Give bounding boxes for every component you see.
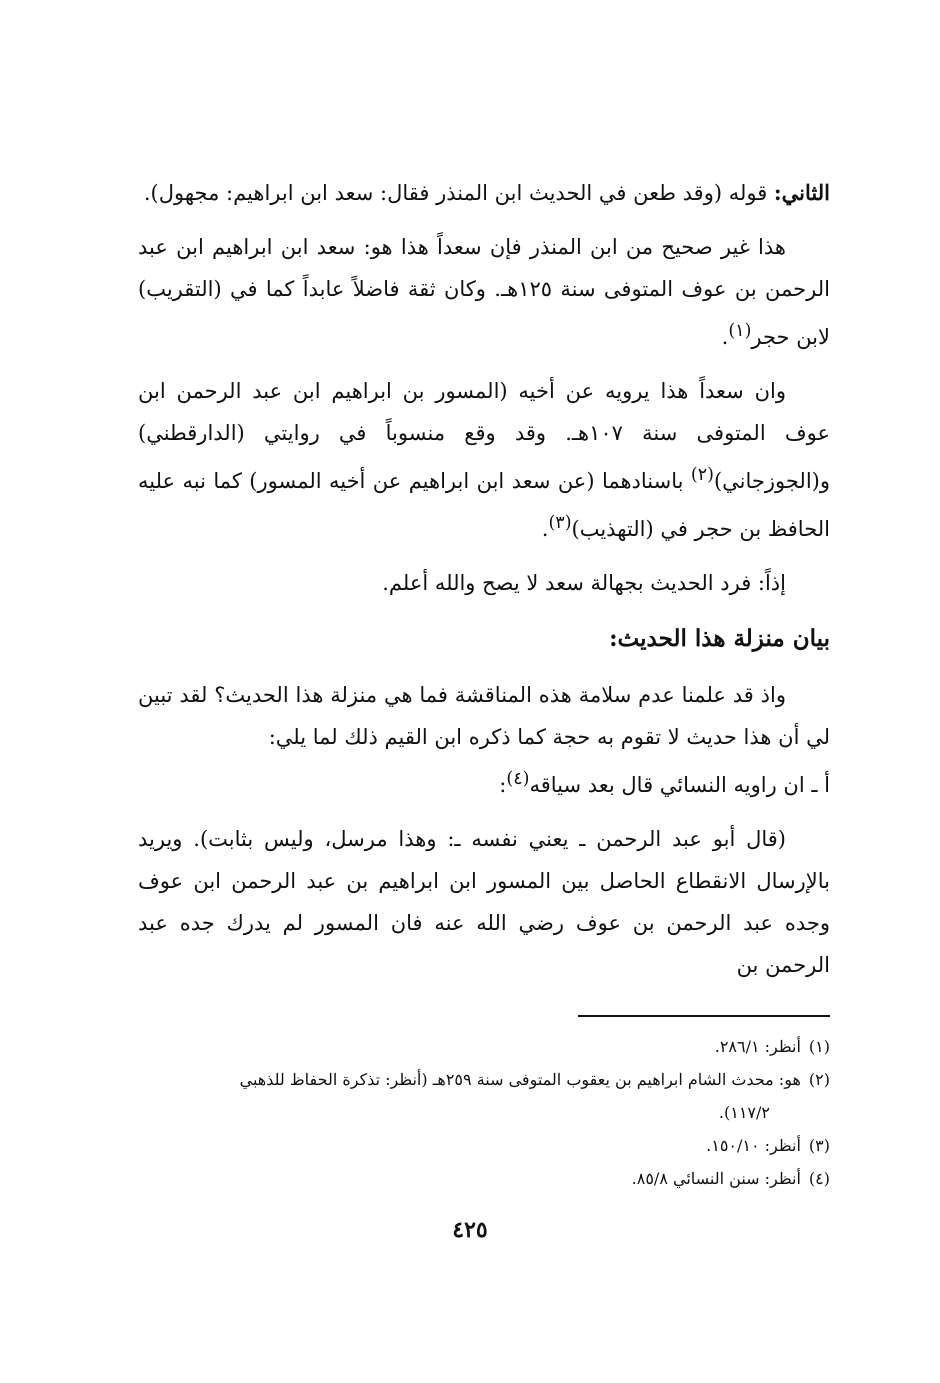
footnotes	[138, 1030, 830, 1195]
footnote-4	[138, 1162, 830, 1195]
paragraph-2	[138, 226, 830, 358]
footnote-1-number: (١)	[808, 1037, 830, 1056]
footnote-3	[138, 1129, 830, 1162]
paragraph-7	[138, 818, 830, 986]
page-number: ٤٢٥	[452, 1217, 488, 1243]
footnote-ref-2: (٢)	[690, 465, 714, 485]
paragraph-2-text: هذا غير صحيح من ابن المنذر فإن سعداً هذا هو: سعد ابن ابراهيم ابن عبد الرحمن بن عوف المتوفى سنة ١٢٥هـ. وكان ثقة فاضلاً عابداً كما في (التقريب) لابن حجر	[138, 235, 830, 349]
main-text	[138, 172, 830, 998]
paragraph-6-text: أ ـ ان راويه النسائي قال بعد سياقه	[529, 773, 830, 797]
footnote-divider	[578, 1015, 830, 1017]
footnote-1-text: أنظر: ٢٨٦/١.	[714, 1037, 801, 1056]
section-heading: بيان منزلة هذا الحديث:	[609, 625, 830, 652]
paragraph-7-text: (قال أبو عبد الرحمن ـ يعني نفسه ـ: وهذا مرسل، وليس بثابت). ويريد بالإرسال الانقطاع الحاصل بين المسور ابن ابراهيم بن عبد الرحمن ابن عوف وجده عبد الرحمن بن عوف رضي الله عنه فان المسور لم يدرك جده عبد الرحمن بن	[138, 827, 830, 977]
paragraph-6-end: :	[499, 773, 507, 797]
footnote-4-number: (٤)	[808, 1169, 830, 1188]
paragraph-5-text: واذ قد علمنا عدم سلامة هذه المناقشة فما هي منزلة هذا الحديث؟ لقد تبين لي أن هذا حديث لا تقوم به حجة كما ذكره ابن القيم ذلك لما يلي:	[138, 683, 830, 749]
footnote-3-number: (٣)	[808, 1136, 830, 1155]
paragraph-4-text: إذاً: فرد الحديث بجهالة سعد لا يصح والله أعلم.	[382, 571, 786, 595]
paragraph-1	[138, 172, 830, 214]
footnote-ref-1: (١)	[728, 321, 752, 341]
footnote-2-number: (٢)	[808, 1070, 830, 1089]
footnote-2-continuation: ١١٧/٢).	[718, 1103, 770, 1122]
paragraph-6	[138, 758, 830, 806]
paragraph-3-end: .	[541, 517, 549, 541]
paragraph-2-end: .	[721, 325, 729, 349]
paragraph-1-text: قوله (وقد طعن في الحديث ابن المنذر فقال: سعد ابن ابراهيم: مجهول).	[143, 181, 774, 205]
footnote-ref-4: (٤)	[506, 769, 530, 789]
paragraph-5	[138, 674, 830, 758]
paragraph-3	[138, 370, 830, 550]
paragraph-4	[138, 562, 830, 604]
footnote-3-text: أنظر: ١٥٠/١٠.	[706, 1136, 801, 1155]
paragraph-1-lead: الثاني:	[773, 180, 830, 205]
footnote-4-text: أنظر: سنن النسائي ٨٥/٨.	[631, 1169, 801, 1188]
paragraph-3-text-b: باسنادهما (عن سعد ابن ابراهيم عن أخيه المسور) كما نبه عليه الحافظ بن حجر في (التهذيب)	[138, 469, 830, 541]
footnote-1	[138, 1030, 830, 1063]
footnote-2-text: هو: محدث الشام ابراهيم بن يعقوب المتوفى سنة ٢٥٩هـ (أنظر: تذكرة الحفاظ للذهبي	[239, 1070, 801, 1089]
paragraph-3-text-a: وان سعداً هذا يرويه عن أخيه (المسور بن ابراهيم ابن عبد الرحمن ابن عوف المتوفى سنة ١٠٧هـ. وقد وقع منسوباً في روايتي (الدارقطني) و(الجوزجاني)	[138, 379, 830, 493]
footnote-ref-3: (٣)	[548, 513, 572, 533]
footnote-2	[138, 1063, 830, 1096]
